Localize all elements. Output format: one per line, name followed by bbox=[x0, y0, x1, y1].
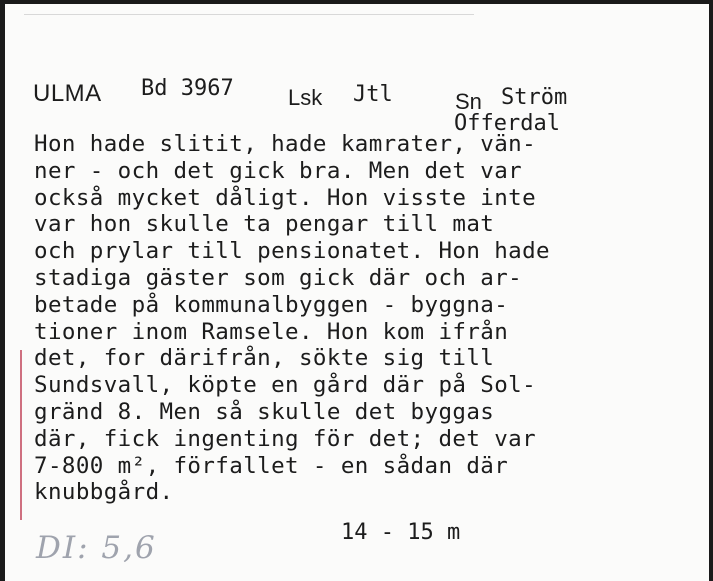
transcript-line: Hon hade slitit, hade kamrater, vän- bbox=[34, 131, 537, 157]
scan-border-top bbox=[0, 0, 713, 4]
handwritten-note: DI: 5,6 bbox=[36, 530, 157, 566]
transcript-line: det, for därifrån, sökte sig till bbox=[34, 345, 495, 372]
transcript-line: tioner inom Ramsele. Hon kom ifrån bbox=[34, 318, 509, 345]
scan-border-right bbox=[709, 0, 713, 581]
parish-label: Sn bbox=[455, 89, 482, 114]
transcript-line: också mycket dåligt. Hon visste inte bbox=[34, 184, 537, 211]
parish-name: Ström bbox=[501, 85, 568, 110]
transcript-line: Sundsvall, köpte en gård där på Sol- bbox=[34, 372, 537, 399]
record-number: Bd 3967 bbox=[141, 76, 234, 101]
transcript-body bbox=[34, 131, 694, 506]
faint-rule bbox=[24, 14, 474, 15]
transcript-line: betade på kommunalbyggen - byggna- bbox=[34, 291, 509, 318]
transcript-line: ner - och det gick bra. Men det var bbox=[34, 157, 523, 184]
archive-code: ULMA bbox=[33, 80, 102, 107]
transcript-line: stadiga gäster som gick där och ar- bbox=[34, 264, 523, 291]
margin-mark bbox=[20, 350, 22, 520]
measurement: 14 - 15 m bbox=[341, 520, 461, 545]
transcript-line: där, fick ingenting för det; det var bbox=[34, 425, 537, 452]
transcript-line: och prylar till pensionatet. Hon hade bbox=[34, 238, 551, 265]
scan-border-left bbox=[0, 0, 5, 581]
transcript-line: gränd 8. Men så skulle det byggas bbox=[34, 398, 495, 425]
province-code: Jtl bbox=[353, 82, 393, 107]
parish-name-2: Offerdal bbox=[454, 111, 560, 136]
transcript-line: knubbgård. bbox=[34, 479, 174, 506]
county-code: Lsk bbox=[288, 85, 323, 110]
transcript-line: var hon skulle ta pengar till mat bbox=[34, 211, 495, 238]
transcript-line: 7-800 m², förfallet - en sådan där bbox=[34, 452, 509, 479]
